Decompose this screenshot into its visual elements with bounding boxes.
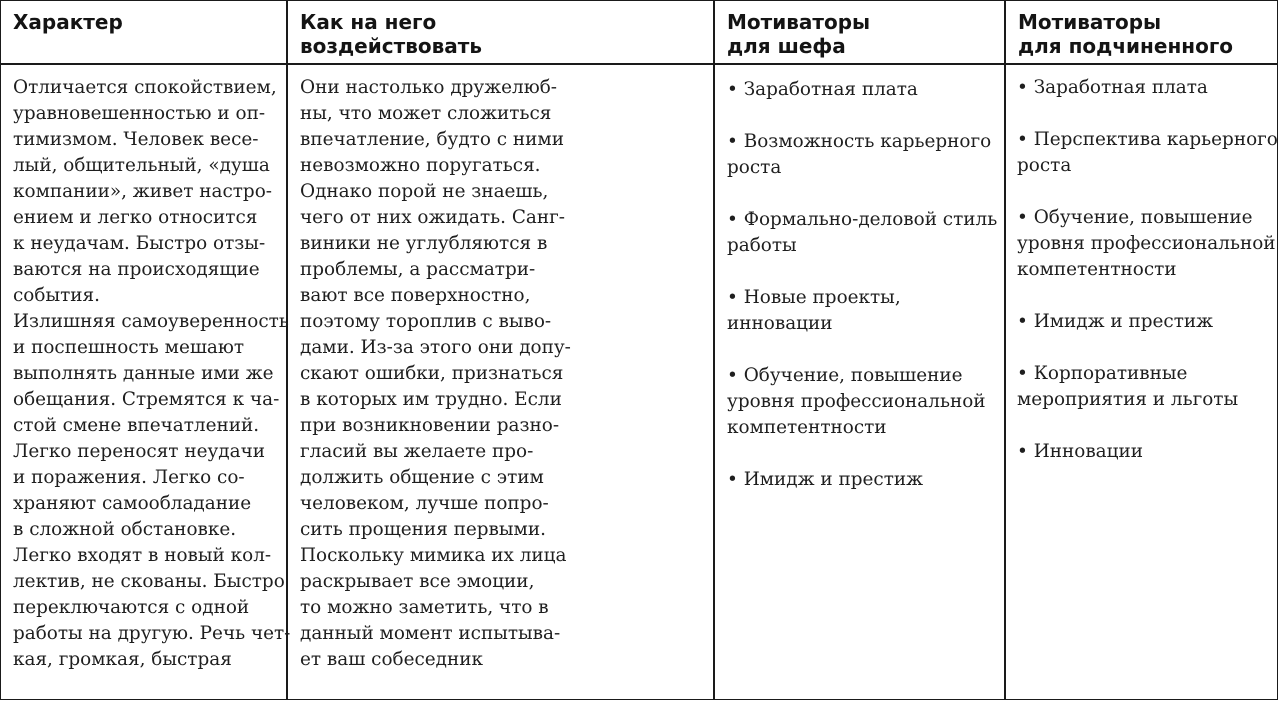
list-item-line: • Имидж и престиж bbox=[1017, 309, 1269, 335]
header-line: для подчиненного bbox=[1018, 34, 1234, 58]
header-line: воздействовать bbox=[300, 34, 482, 58]
text-line: храняют самообладание bbox=[13, 493, 252, 514]
list-item bbox=[1017, 127, 1278, 179]
text-line: компании», живет настро- bbox=[13, 181, 272, 202]
list-item-line: • Заработная плата bbox=[1017, 75, 1269, 101]
list-item-line: • Корпоративные bbox=[1017, 361, 1269, 387]
list-item bbox=[1017, 309, 1269, 335]
text-line: в сложной обстановке. bbox=[13, 519, 237, 540]
list-item-line: • Инновации bbox=[1017, 439, 1269, 465]
list-item bbox=[1017, 439, 1269, 465]
list-item bbox=[727, 129, 1004, 181]
text-line: поэтому тороплив с выво- bbox=[300, 311, 552, 332]
text-line: данный момент испытыва- bbox=[300, 623, 561, 644]
text-line: впечатление, будто с ними bbox=[300, 129, 564, 150]
text-line: работы на другую. Речь чет- bbox=[13, 623, 291, 644]
cell-subordinate-motivators bbox=[1005, 64, 1277, 699]
cell-character bbox=[1, 64, 291, 699]
text-line: проблемы, а рассматри- bbox=[300, 259, 536, 280]
text-line: лый, общительный, «душа bbox=[13, 155, 270, 176]
table-header-row bbox=[1, 1, 1277, 64]
list-item bbox=[1017, 75, 1269, 101]
text-line: к неудачам. Быстро отзы- bbox=[13, 233, 266, 254]
table-body-row bbox=[1, 64, 1277, 699]
text-line: ваются на происходящие bbox=[13, 259, 260, 280]
text-line: виники не углубляются в bbox=[300, 233, 548, 254]
header-subordinate-motivators bbox=[1005, 1, 1277, 64]
text-line: чего от них ожидать. Санг- bbox=[300, 207, 565, 228]
list-item bbox=[727, 207, 1004, 259]
list-item-line: • Заработная плата bbox=[727, 77, 1004, 103]
header-line: Как на него bbox=[300, 10, 437, 34]
text-line: ением и легко относится bbox=[13, 207, 258, 228]
text-line: дами. Из-за этого они допу- bbox=[300, 337, 571, 358]
list-item-line: • Формально-деловой стиль bbox=[727, 207, 1004, 233]
header-line: Мотиваторы bbox=[1018, 10, 1162, 34]
text-line: Отличается спокойствием, bbox=[13, 77, 277, 98]
text-line: уравновешенностью и оп- bbox=[13, 103, 266, 124]
text-line: ны, что может сложиться bbox=[300, 103, 552, 124]
list-item-line: • Новые проекты, bbox=[727, 285, 1004, 311]
text-line: при возникновении разно- bbox=[300, 415, 560, 436]
character-text bbox=[1, 65, 291, 673]
list-item-line: роста bbox=[1017, 155, 1072, 176]
text-line: Излишняя самоуверенность bbox=[13, 311, 289, 332]
list-item-line: компетентности bbox=[1017, 259, 1177, 280]
text-line: в которых им трудно. Если bbox=[300, 389, 562, 410]
text-line: лектив, не скованы. Быстро bbox=[13, 571, 285, 592]
list-item-line: • Обучение, повышение bbox=[1017, 205, 1269, 231]
text-line: Поскольку мимика их лица bbox=[300, 545, 567, 566]
text-line: то можно заметить, что в bbox=[300, 597, 549, 618]
list-item-line: • Имидж и престиж bbox=[727, 467, 1004, 493]
header-line: Мотиваторы bbox=[727, 10, 871, 34]
header-character bbox=[1, 1, 287, 64]
list-item bbox=[1017, 205, 1276, 283]
list-item-line: мероприятия и льготы bbox=[1017, 389, 1239, 410]
list-item-line: работы bbox=[727, 235, 797, 256]
text-line: Они настолько дружелюб- bbox=[300, 77, 558, 98]
text-line: и поспешность мешают bbox=[13, 337, 245, 358]
list-item-line: инновации bbox=[727, 313, 833, 334]
header-boss-motivators bbox=[714, 1, 1005, 64]
text-line: тимизмом. Человек весе- bbox=[13, 129, 259, 150]
boss-motivators-list bbox=[727, 77, 1004, 493]
list-item-line: • Перспектива карьерного bbox=[1017, 127, 1269, 153]
list-item-line: уровня профессиональной bbox=[1017, 233, 1276, 254]
text-line: переключаются с одной bbox=[13, 597, 250, 618]
subordinate-motivators-list bbox=[1017, 75, 1278, 465]
list-item-line: уровня профессиональной bbox=[727, 391, 986, 412]
list-item bbox=[1017, 361, 1269, 413]
list-item-line: компетентности bbox=[727, 417, 887, 438]
header-line: Характер bbox=[13, 10, 123, 34]
cell-influence bbox=[287, 64, 714, 699]
text-line: вают все поверхностно, bbox=[300, 285, 531, 306]
motivators-table bbox=[1, 1, 1277, 699]
text-line: события. bbox=[13, 285, 100, 306]
text-line: Легко переносят неудачи bbox=[13, 441, 265, 462]
text-line: невозможно поругаться. bbox=[300, 155, 541, 176]
text-line: раскрывает все эмоции, bbox=[300, 571, 535, 592]
list-item-line: роста bbox=[727, 157, 782, 178]
text-line: сить прощения первыми. bbox=[300, 519, 546, 540]
text-line: обещания. Стремятся к ча- bbox=[13, 389, 280, 410]
text-line: выполнять данные ими же bbox=[13, 363, 274, 384]
header-influence bbox=[287, 1, 714, 64]
list-item bbox=[727, 467, 1004, 493]
text-line: стой смене впечатлений. bbox=[13, 415, 260, 436]
list-item bbox=[727, 363, 1004, 441]
text-line: кая, громкая, быстрая bbox=[13, 649, 232, 670]
text-line: гласий вы желаете про- bbox=[300, 441, 534, 462]
influence-text bbox=[288, 65, 713, 673]
list-item-line: • Обучение, повышение bbox=[727, 363, 1004, 389]
cell-boss-motivators bbox=[714, 64, 1005, 699]
list-item bbox=[727, 77, 1004, 103]
text-line: должить общение с этим bbox=[300, 467, 544, 488]
list-item-line: • Возможность карьерного bbox=[727, 129, 1004, 155]
text-line: и поражения. Легко со- bbox=[13, 467, 245, 488]
text-line: ет ваш собеседник bbox=[300, 649, 484, 670]
text-line: скают ошибки, признаться bbox=[300, 363, 564, 384]
text-line: Легко входят в новый кол- bbox=[13, 545, 272, 566]
text-line: человеком, лучше попро- bbox=[300, 493, 549, 514]
header-line: для шефа bbox=[727, 34, 846, 58]
list-item bbox=[727, 285, 1004, 337]
text-line: Однако порой не знаешь, bbox=[300, 181, 549, 202]
